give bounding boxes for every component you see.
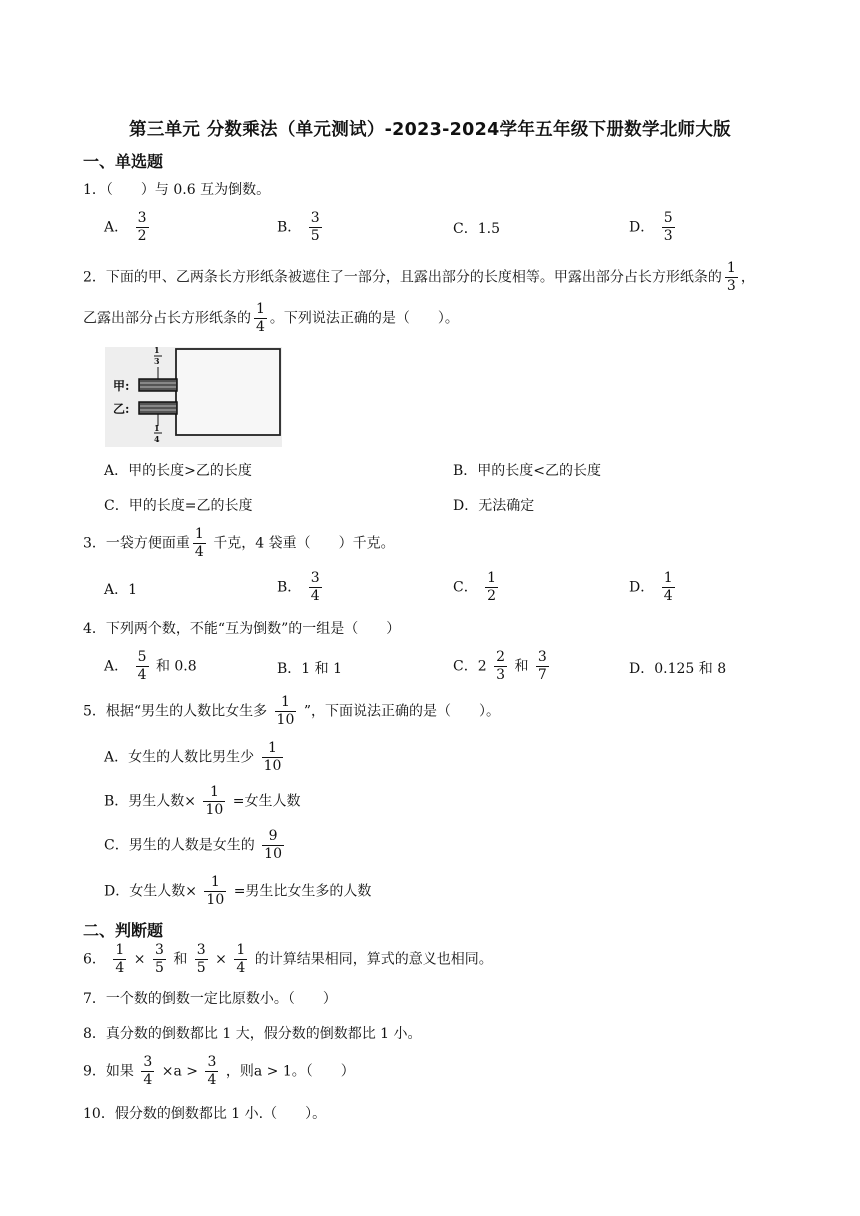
option-label: C． bbox=[453, 579, 478, 596]
fraction: $\frac{1}{4}$ bbox=[194, 526, 204, 560]
option-text: B．男生人数× bbox=[104, 793, 197, 810]
question-9-part: ×a > bbox=[161, 1063, 199, 1080]
question-2-figure bbox=[105, 347, 282, 447]
question-5-stem bbox=[83, 694, 500, 729]
fraction: $\frac{1}{10}$ bbox=[276, 694, 295, 728]
and-word: 和 bbox=[173, 951, 188, 968]
question-1-option-d[interactable] bbox=[629, 210, 678, 245]
question-5-option-a[interactable] bbox=[104, 740, 286, 775]
question-3-option-b[interactable] bbox=[277, 570, 325, 605]
question-3-option-d[interactable] bbox=[629, 570, 678, 605]
fraction: $\frac{1}{4}$ bbox=[236, 942, 246, 976]
question-2-stem-part: 2．下面的甲、乙两条长方形纸条被遮住了一部分，且露出部分的长度相等。甲露出部分占长方形纸条的 bbox=[83, 269, 722, 286]
figure-bottom-numerator: 1 bbox=[154, 423, 160, 433]
fraction: $\frac{1}{4}$ bbox=[256, 301, 265, 335]
question-9-part: 9．如果 bbox=[83, 1063, 134, 1080]
fraction: $\frac{3}{5}$ bbox=[196, 942, 206, 976]
question-9 bbox=[83, 1054, 355, 1089]
question-3-option-a[interactable] bbox=[104, 580, 137, 600]
question-6 bbox=[83, 942, 493, 977]
strip-jia bbox=[139, 379, 177, 391]
section-heading-single-choice: 一、单选题 bbox=[83, 152, 164, 171]
punctuation: ， bbox=[740, 269, 755, 286]
question-2-option-d[interactable]: D．无法确定 bbox=[453, 498, 535, 514]
question-3-option-c[interactable] bbox=[453, 570, 501, 605]
question-2-stem-part: 乙露出部分占长方形纸条的 bbox=[83, 310, 251, 327]
question-1-option-c[interactable] bbox=[453, 219, 500, 239]
question-5-stem-part: 5．根据“男生的人数比女生多 bbox=[83, 703, 268, 720]
question-4-stem: 4．下列两个数，不能“互为倒数”的一组是（ ） bbox=[83, 621, 401, 637]
question-4-option-b[interactable]: B．1 和 1 bbox=[277, 661, 343, 677]
fraction: $\frac{3}{5}$ bbox=[154, 942, 164, 976]
fraction: $\frac{1}{10}$ bbox=[206, 874, 225, 908]
question-3-stem-part: 千克，4 袋重（ ）千克。 bbox=[213, 535, 395, 552]
question-4-option-d[interactable]: D．0.125 和 8 bbox=[629, 661, 727, 677]
fraction: $\frac{1}{4}$ bbox=[115, 942, 125, 976]
question-2-option-a[interactable]: A．甲的长度>乙的长度 bbox=[104, 463, 252, 479]
question-5-option-c[interactable] bbox=[104, 828, 287, 863]
question-7: 7．一个数的倒数一定比原数小。（ ） bbox=[83, 991, 337, 1007]
page-title: 第三单元 分数乘法（单元测试）-2023-2024学年五年级下册数学北师大版 bbox=[129, 120, 731, 140]
fraction: $\frac{3}{2}$ bbox=[137, 210, 147, 244]
fraction: $\frac{3}{5}$ bbox=[310, 210, 320, 244]
question-number: 6． bbox=[83, 951, 106, 968]
question-1-option-a[interactable] bbox=[104, 210, 152, 245]
question-6-tail: 的计算结果相同，算式的意义也相同。 bbox=[254, 951, 493, 968]
fraction: $\frac{1}{3}$ bbox=[726, 260, 736, 294]
question-5-option-d[interactable] bbox=[104, 874, 371, 909]
fraction: $\frac{5}{3}$ bbox=[663, 210, 673, 244]
option-text: C．男生的人数是女生的 bbox=[104, 837, 255, 854]
fraction: $\frac{3}{7}$ bbox=[537, 649, 547, 683]
figure-top-denominator: 3 bbox=[154, 356, 160, 366]
question-5-stem-part: ”，下面说法正确的是（ ）。 bbox=[303, 703, 500, 720]
option-label: C． bbox=[453, 221, 478, 237]
option-label: B． bbox=[277, 219, 302, 236]
fraction: $\frac{3}{4}$ bbox=[143, 1054, 153, 1088]
question-2-stem-part: 。下列说法正确的是（ ）。 bbox=[269, 310, 459, 327]
option-tail: =男生比女生多的人数 bbox=[233, 883, 372, 900]
and-word: 和 bbox=[514, 658, 529, 675]
question-10: 10．假分数的倒数都比 1 小.（ ）。 bbox=[83, 1106, 327, 1122]
fraction: $\frac{1}{10}$ bbox=[263, 740, 282, 774]
figure-bottom-denominator: 4 bbox=[154, 434, 160, 444]
option-label: A． bbox=[104, 219, 129, 236]
figure-label-yi: 乙: bbox=[113, 402, 130, 416]
question-3-stem-part: 3．一袋方便面重 bbox=[83, 535, 190, 552]
question-2-option-c[interactable]: C．甲的长度=乙的长度 bbox=[104, 498, 253, 514]
question-4-option-c[interactable] bbox=[453, 649, 552, 684]
option-label: D． bbox=[629, 219, 655, 236]
section-heading-true-false: 二、判断题 bbox=[83, 921, 164, 940]
cover-rectangle bbox=[176, 349, 280, 435]
fraction: $\frac{3}{4}$ bbox=[310, 570, 320, 604]
fraction: $\frac{1}{10}$ bbox=[205, 784, 224, 818]
figure-top-numerator: 1 bbox=[154, 345, 160, 355]
fraction: $\frac{1}{4}$ bbox=[663, 570, 673, 604]
question-1-option-b[interactable] bbox=[277, 210, 325, 245]
question-4-option-a[interactable] bbox=[104, 649, 197, 684]
option-tail: =女生人数 bbox=[232, 793, 301, 810]
option-text: A．女生的人数比男生少 bbox=[104, 749, 255, 766]
option-label: B． bbox=[277, 579, 302, 596]
times-sign: × bbox=[133, 951, 146, 968]
option-tail: 和 0.8 bbox=[155, 658, 197, 675]
fraction: $\frac{1}{2}$ bbox=[487, 570, 497, 604]
question-2-option-b[interactable]: B．甲的长度<乙的长度 bbox=[453, 463, 602, 479]
strip-yi bbox=[139, 402, 177, 414]
option-value: 1 bbox=[128, 582, 138, 598]
option-value: 1.5 bbox=[477, 221, 500, 237]
paper-strips-diagram bbox=[105, 347, 282, 447]
question-3-stem bbox=[83, 526, 395, 561]
option-label: A． bbox=[104, 658, 129, 675]
option-text: D．女生人数× bbox=[104, 883, 197, 900]
fraction: $\frac{2}{3}$ bbox=[496, 649, 505, 683]
question-2-line-1 bbox=[83, 260, 755, 295]
option-label: D． bbox=[629, 579, 655, 596]
option-label: C．2 bbox=[453, 658, 487, 675]
fraction: $\frac{9}{10}$ bbox=[264, 828, 282, 862]
option-label: A． bbox=[104, 582, 129, 598]
question-5-option-b[interactable] bbox=[104, 784, 301, 819]
figure-label-jia: 甲: bbox=[113, 379, 130, 393]
fraction: $\frac{3}{4}$ bbox=[207, 1054, 217, 1088]
times-sign: × bbox=[215, 951, 227, 968]
question-2-line-2 bbox=[83, 301, 459, 336]
question-1-stem: 1．（ ）与 0.6 互为倒数。 bbox=[83, 182, 271, 198]
fraction: $\frac{5}{4}$ bbox=[137, 649, 147, 683]
question-8: 8．真分数的倒数都比 1 大，假分数的倒数都比 1 小。 bbox=[83, 1026, 422, 1042]
question-9-part: ，则a > 1。（ ） bbox=[225, 1063, 355, 1080]
